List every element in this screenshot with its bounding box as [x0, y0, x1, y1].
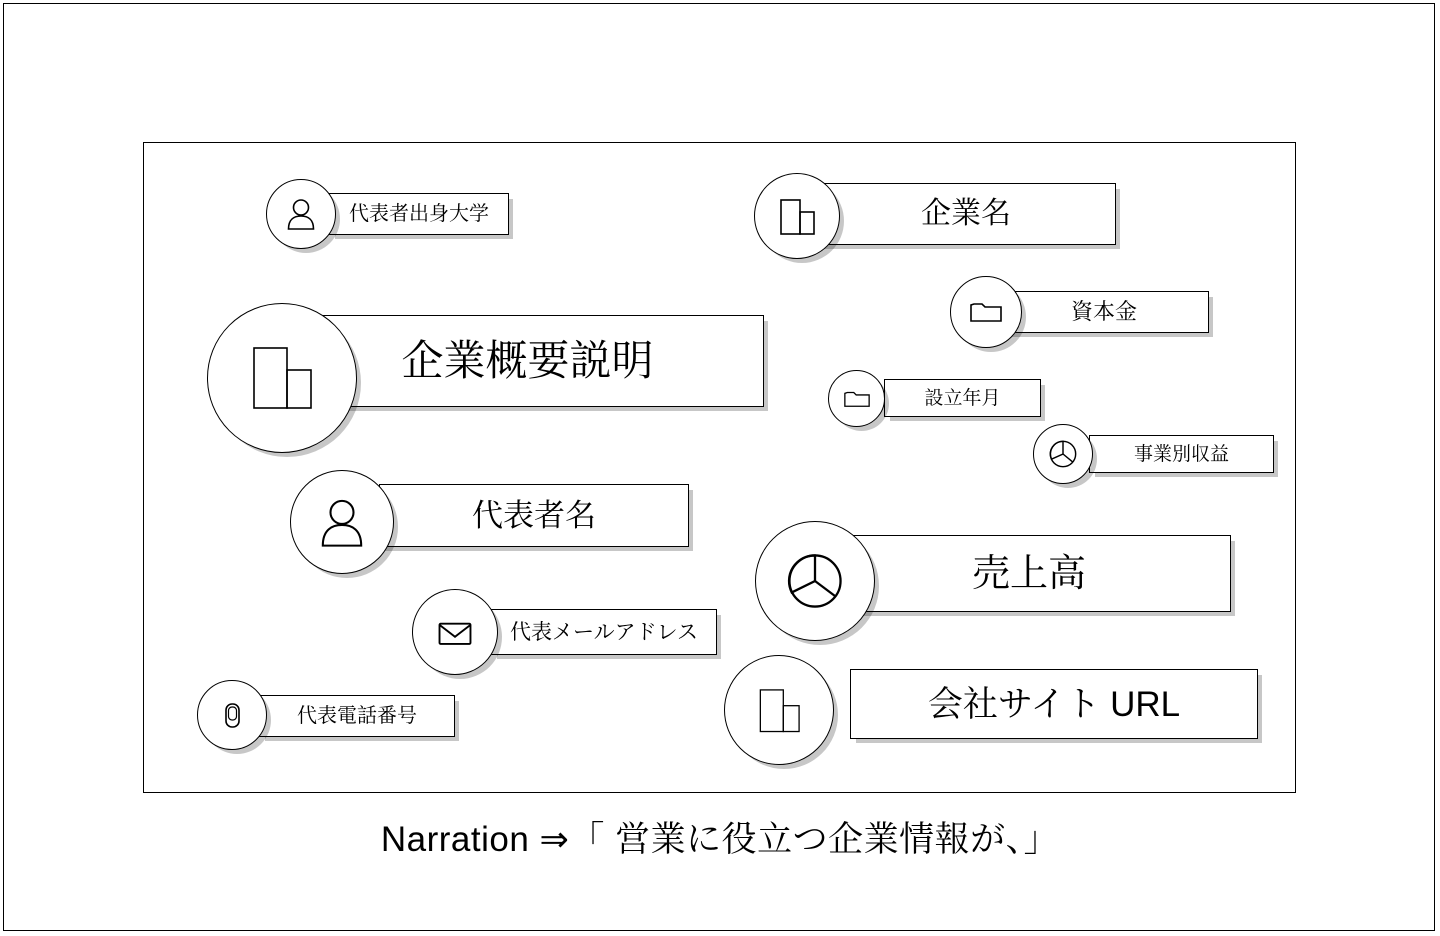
label-bar-daihyo-mail-address[interactable] [491, 609, 717, 655]
label-bar-shihonkin[interactable] [999, 291, 1209, 333]
label-bar-kigyomei[interactable] [816, 183, 1116, 245]
label-text: 資本金 [1070, 299, 1137, 324]
label-text: 代表メールアドレス [510, 620, 698, 644]
envelope-icon [412, 589, 498, 675]
bar-chart-icon [207, 303, 357, 453]
label-bar-kaisha-site-url[interactable] [850, 669, 1258, 739]
bar-chart-icon [724, 655, 834, 765]
label-text: 設立年月 [924, 387, 1001, 409]
person-icon [290, 470, 394, 574]
label-text: 代表者名 [472, 498, 596, 533]
label-bar-kigyo-gaiyo-setsumei[interactable] [291, 315, 764, 407]
phone-icon [197, 680, 267, 750]
pie-chart-icon [1033, 424, 1093, 484]
label-text: 代表者出身大学 [349, 203, 489, 225]
narration-text: Narration ⇒「 営業に役立つ企業情報が、」 [380, 820, 1060, 859]
diagram-panel [143, 142, 1296, 793]
bar-chart-icon [754, 173, 840, 259]
person-icon [266, 179, 336, 249]
label-bar-daihyoshamei[interactable] [379, 484, 689, 547]
folder-icon [828, 370, 885, 427]
label-text: 会社サイト URL [927, 684, 1181, 724]
label-bar-daihyo-denwa-bango[interactable] [259, 695, 455, 737]
pie-chart-icon [755, 521, 875, 641]
label-text: 企業概要説明 [401, 337, 654, 384]
label-bar-daihyosha-shusshin-daigaku[interactable] [329, 193, 509, 235]
label-bar-setsuritsu-nengetsu[interactable] [884, 379, 1041, 417]
label-text: 企業名 [921, 197, 1011, 230]
label-bar-jigyobetsu-shueki[interactable] [1089, 435, 1274, 473]
label-text: 代表電話番号 [297, 705, 417, 727]
label-text: 売上高 [971, 552, 1086, 595]
folder-icon [950, 276, 1022, 348]
label-text: 事業別収益 [1133, 443, 1229, 465]
label-bar-uriagedaka[interactable] [827, 535, 1231, 612]
